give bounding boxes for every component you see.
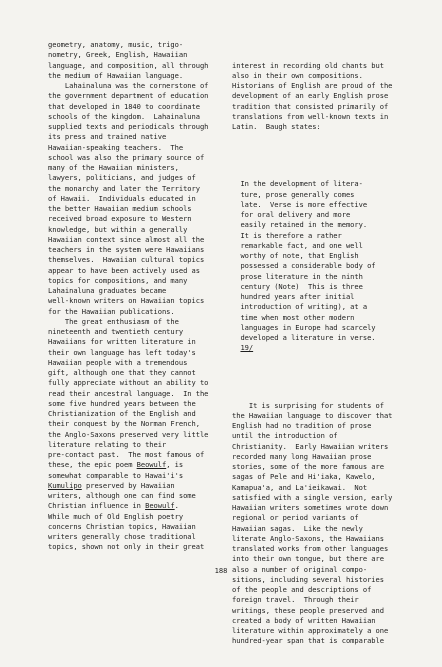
text-line: literature relating to their	[48, 439, 167, 449]
page-number: 188	[214, 566, 228, 575]
text-line: somewhat comparable to Hawai'i's	[48, 470, 184, 480]
text-line: supplied texts and periodicals through	[48, 122, 209, 131]
text-line: lawyers, politicians, and judges of	[48, 173, 196, 183]
text-line: Hawaiians for written literature in	[48, 337, 196, 347]
text-line: geometry, anatomy, music, trigo-	[48, 40, 184, 49]
text-line: translated works from other languages	[232, 544, 389, 553]
text-line: Hawaiian people with a tremendous	[48, 357, 188, 367]
text-line: interest in recording old chants but	[232, 60, 384, 70]
text-line: the government department of education	[48, 91, 209, 101]
text-line: these, the epic poem Beowulf, is	[48, 460, 184, 470]
text-line: century (Note) This is three	[232, 281, 363, 291]
text-line: its press and trained native	[48, 132, 167, 142]
text-line: easily retained in the memory.	[232, 220, 368, 230]
text-line: their conquest by the Norman French,	[48, 419, 200, 429]
text-line: sitions, including several histories	[232, 574, 384, 584]
text-line: literate Anglo-Saxons, the Hawaiians	[232, 533, 384, 543]
text-line: Hawaiian context since almost all the	[48, 234, 205, 244]
text-line: Christianity. Early Hawaiian writers	[232, 441, 389, 451]
text-line: Christian influence in Beowulf.	[48, 501, 179, 511]
text-line: Kamapua'a, and La'ieikawai. Not	[232, 482, 368, 492]
text-line: language, and composition, all through	[48, 60, 209, 70]
text-line: English had no tradition of prose	[232, 421, 372, 430]
text-line: Hawaiian-speaking teachers. The	[48, 142, 184, 152]
text-line: for the Hawaiian publications.	[48, 306, 175, 316]
text-line: Christianization of the English and	[48, 409, 196, 418]
quote-gap-before	[232, 153, 412, 159]
text-line: many of the Hawaiian ministers,	[48, 163, 179, 172]
text-line: writings, these people preserved and	[232, 605, 384, 615]
block-quote	[232, 179, 412, 353]
text-line: languages in Europe had scarcely	[232, 322, 376, 332]
text-line: writers, although one can find some	[48, 491, 196, 500]
text-line: prose literature in the ninth	[232, 271, 363, 281]
text-line: remarkable fact, and one well	[232, 240, 363, 250]
text-line: literature within approximately a one	[232, 626, 389, 635]
text-line: possessed a considerable body of	[232, 261, 376, 271]
text-line: Lahainaluna was the cornerstone of	[48, 81, 209, 90]
text-line: also in their own compositions.	[232, 70, 363, 80]
text-line: time when most other modern	[232, 312, 355, 322]
text-line: translations from well-known texts in	[232, 111, 389, 121]
text-line: the Anglo-Saxons preserved very little	[48, 429, 209, 439]
text-line: nometry, Greek, English, Hawaiian	[48, 50, 188, 60]
text-line: knowledge, but within a generally	[48, 224, 188, 234]
text-line: of Hawaii. Individuals educated in	[48, 193, 196, 203]
text-line: The great enthusiasm of the	[48, 316, 179, 326]
text-line: appear to have been actively used as	[48, 265, 200, 275]
quote-gap-after	[232, 374, 412, 380]
text-line: created a body of written Hawaiian	[232, 615, 376, 625]
text-line: It is surprising for students of	[232, 400, 384, 410]
text-line: also a number of original compo-	[232, 564, 368, 574]
text-line: regional or period variants of	[232, 513, 359, 523]
left-column	[48, 40, 228, 553]
text-line: recorded many long Hawaiian prose	[232, 451, 372, 461]
text-line: concerns Christian topics, Hawaiian	[48, 521, 196, 531]
text-line: nineteenth and twentieth century	[48, 327, 184, 336]
text-line: the Hawaiian language to discover that	[232, 410, 393, 420]
text-line: foreign travel. Through their	[232, 595, 359, 605]
text-line: worthy of note, that English	[232, 251, 359, 260]
text-line: schools of the kingdom. Lahainaluna	[48, 111, 200, 121]
text-line: their own language has left today's	[48, 347, 196, 357]
text-line: sagas of Pele and Hi'iaka, Kawelo,	[232, 472, 376, 482]
text-line: the medium of Hawaiian language.	[48, 70, 184, 80]
text-line: of the people and descriptions of	[232, 585, 372, 594]
text-line: topics for compositions, and many	[48, 275, 188, 285]
text-line: Hawaiian sagas. Like the newly	[232, 523, 363, 533]
text-line: satisfied with a single version, early	[232, 492, 393, 502]
text-line: In the development of litera-	[232, 179, 363, 189]
text-line: Kumulipo preserved by Hawaiian	[48, 480, 175, 490]
text-line: It is therefore a rather	[232, 230, 342, 240]
text-line: themselves. Hawaiian cultural topics	[48, 255, 205, 265]
text-line: gift, although one that they cannot	[48, 368, 196, 377]
text-line: introduction of writing), at a	[232, 302, 368, 312]
text-line: Lahainaluna graduates became	[48, 286, 167, 295]
text-line: Latin. Baugh states:	[232, 122, 321, 131]
right-column-top	[232, 61, 412, 133]
text-line: ture, prose generally comes	[232, 189, 355, 199]
text-line: until the introduction of	[232, 431, 338, 441]
text-line: read their ancestral language. In the	[48, 388, 209, 398]
text-line: stories, some of the more famous are	[232, 462, 384, 471]
text-line: school was also the primary source of	[48, 152, 205, 162]
text-line: well-known writers on Hawaiian topics	[48, 296, 205, 306]
text-line: writers generally chose traditional	[48, 532, 196, 541]
text-line: late. Verse is more effective	[232, 199, 368, 209]
text-line: Hawaiian writers sometimes wrote down	[232, 503, 389, 512]
text-line: teachers in the system were Hawaiians	[48, 245, 205, 254]
text-line: hundred-year span that is comparable	[232, 636, 384, 646]
text-line: some five hundred years between the	[48, 398, 196, 408]
text-line: While much of Old English poetry	[48, 511, 184, 521]
text-line: tradition that consisted primarily of	[232, 101, 389, 111]
text-line: into their own tongue, but there are	[232, 554, 384, 564]
text-line: the better Hawaiian medium schools	[48, 204, 192, 213]
text-line: Historians of English are proud of the	[232, 81, 393, 90]
text-line: received broad exposure to Western	[48, 214, 192, 224]
text-line: that developed in 1840 to coordinate	[48, 101, 200, 111]
text-line: hundred years after initial	[232, 292, 355, 301]
text-line: for oral delivery and more	[232, 210, 351, 219]
text-line: pre-contact past. The most famous of	[48, 450, 205, 459]
text-line: the monarchy and later the Territory	[48, 183, 200, 193]
text-line: development of an early English prose	[232, 91, 389, 101]
text-line: 19/	[240, 343, 254, 353]
text-line: topics, shown not only in their great	[48, 542, 205, 552]
right-column-bottom	[232, 401, 412, 647]
text-line: developed a literature in verse.	[232, 333, 376, 342]
text-line: fully appreciate without an ability to	[48, 378, 209, 388]
